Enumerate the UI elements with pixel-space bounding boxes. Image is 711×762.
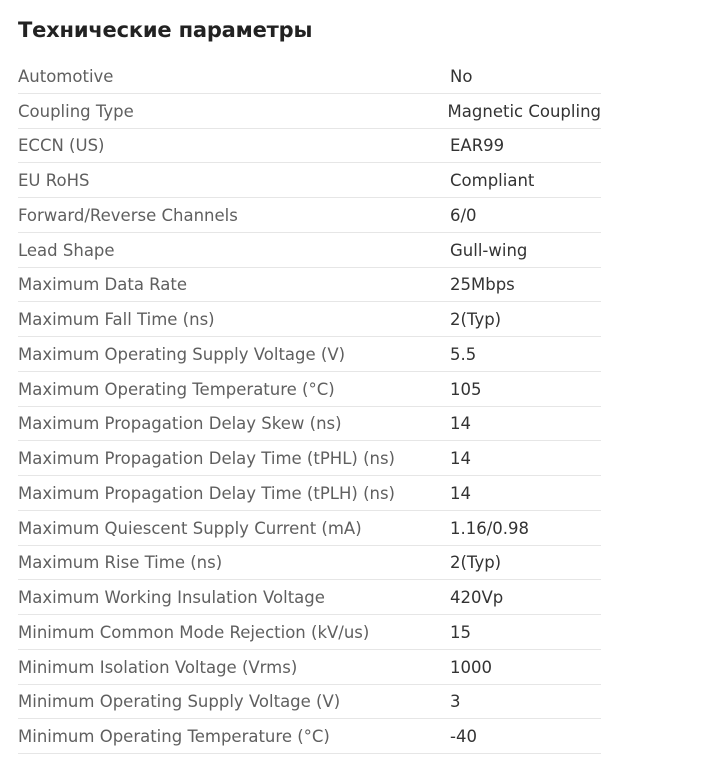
spec-label: Coupling Type [18, 101, 134, 121]
spec-row [18, 268, 601, 303]
spec-value: No [450, 66, 473, 86]
spec-row [18, 476, 601, 511]
spec-label: ECCN (US) [18, 136, 105, 156]
spec-value: Compliant [450, 171, 535, 191]
spec-label: Lead Shape [18, 240, 115, 260]
spec-label: Automotive [18, 66, 114, 86]
spec-label: Minimum Isolation Voltage (Vrms) [18, 657, 298, 677]
spec-row [18, 337, 601, 372]
spec-value: Gull-wing [450, 240, 528, 260]
spec-label: Maximum Operating Supply Voltage (V) [18, 344, 346, 364]
spec-row [18, 546, 601, 581]
spec-label: Maximum Quiescent Supply Current (mA) [18, 518, 362, 538]
spec-row [18, 407, 601, 442]
spec-value: 6/0 [450, 205, 477, 225]
spec-value: 3 [450, 692, 461, 712]
spec-row [18, 94, 601, 129]
spec-label: Minimum Operating Temperature (°C) [18, 727, 330, 747]
spec-row [18, 685, 601, 720]
spec-label: Maximum Propagation Delay Time (tPHL) (ns) [18, 449, 395, 469]
spec-label: Maximum Propagation Delay Time (tPLH) (ns) [18, 483, 395, 503]
spec-value: 25Mbps [450, 275, 515, 295]
spec-label: Maximum Data Rate [18, 275, 188, 295]
spec-value: 1.16/0.98 [450, 518, 530, 538]
spec-value: Magnetic Coupling [447, 101, 601, 121]
spec-label: Maximum Propagation Delay Skew (ns) [18, 414, 342, 434]
spec-row [18, 650, 601, 685]
spec-value: 14 [450, 414, 471, 434]
spec-row [18, 302, 601, 337]
spec-row [18, 163, 601, 198]
spec-label: Maximum Rise Time (ns) [18, 553, 223, 573]
spec-value: 105 [450, 379, 482, 399]
spec-value: 5.5 [450, 344, 477, 364]
spec-value: 1000 [450, 657, 492, 677]
spec-row [18, 233, 601, 268]
spec-label: Forward/Reverse Channels [18, 205, 238, 225]
spec-label: Minimum Common Mode Rejection (kV/us) [18, 622, 370, 642]
spec-row [18, 59, 601, 94]
spec-value: 14 [450, 449, 471, 469]
spec-value: 420Vp [450, 588, 504, 608]
section-title: Технические параметры [18, 18, 313, 42]
spec-label: EU RoHS [18, 171, 90, 191]
spec-row [18, 372, 601, 407]
spec-row [18, 441, 601, 476]
spec-value: 15 [450, 622, 471, 642]
spec-value: -40 [450, 727, 477, 747]
spec-value: 2(Typ) [450, 310, 502, 330]
spec-row [18, 511, 601, 546]
spec-value: 2(Typ) [450, 553, 502, 573]
spec-label: Minimum Operating Supply Voltage (V) [18, 692, 341, 712]
spec-table [18, 59, 601, 754]
spec-value: 14 [450, 483, 471, 503]
spec-row [18, 719, 601, 754]
spec-label: Maximum Operating Temperature (°C) [18, 379, 335, 399]
spec-row [18, 198, 601, 233]
spec-label: Maximum Fall Time (ns) [18, 310, 215, 330]
spec-value: EAR99 [450, 136, 505, 156]
spec-row [18, 580, 601, 615]
spec-row [18, 129, 601, 164]
spec-row [18, 615, 601, 650]
spec-label: Maximum Working Insulation Voltage [18, 588, 325, 608]
